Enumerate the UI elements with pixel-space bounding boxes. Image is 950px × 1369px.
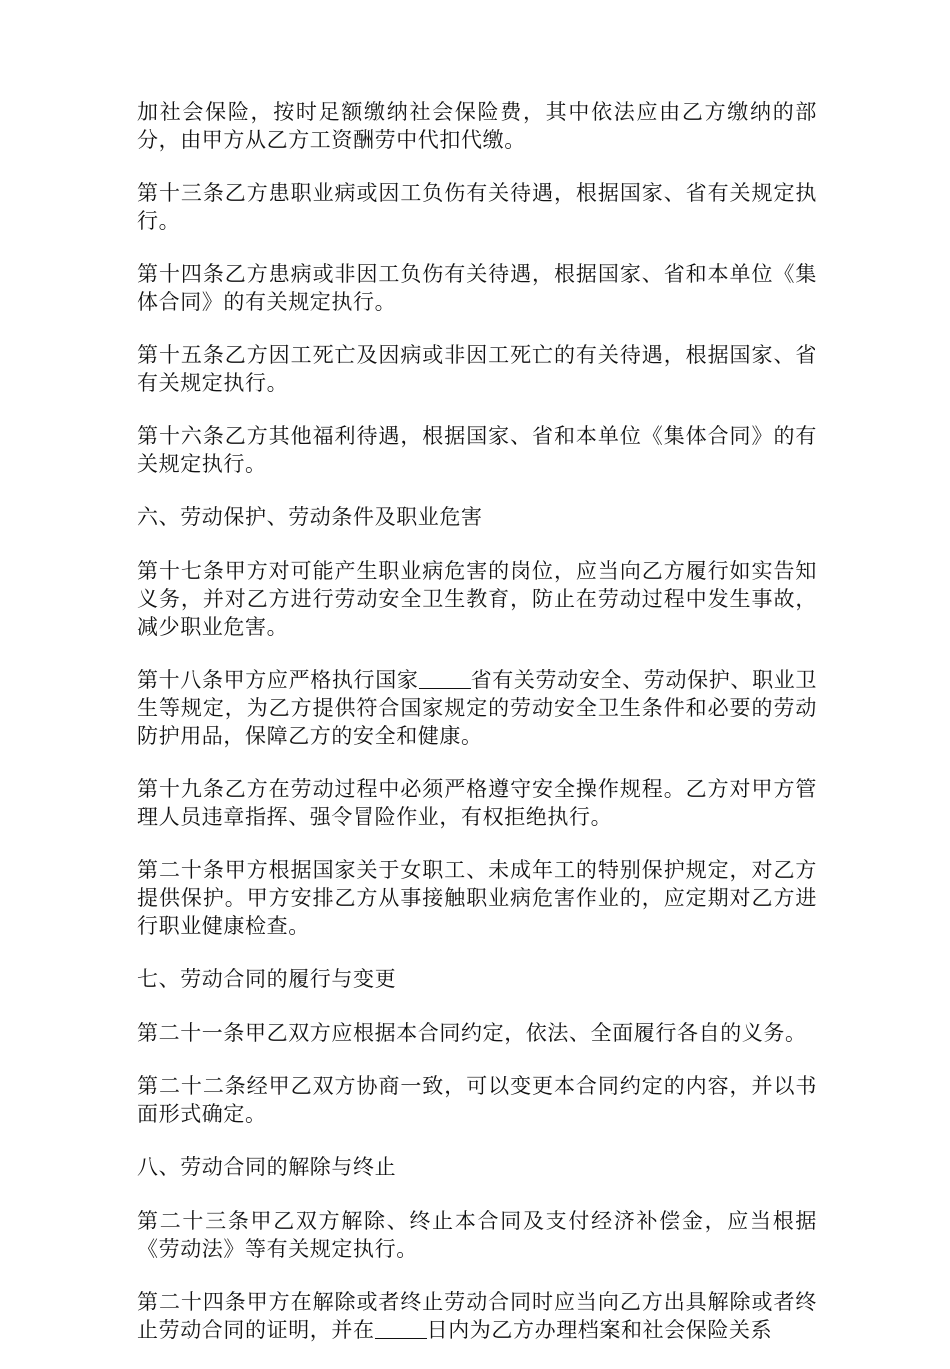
fill-in-blank-province[interactable] xyxy=(419,668,471,689)
paragraph-article-17: 第十七条甲方对可能产生职业病危害的岗位，应当向乙方履行如实告知义务，并对乙方进行劳动安全卫生教育，防止在劳动过程中发生事故，减少职业危害。 xyxy=(137,559,817,639)
paragraph-article-18: 第十八条甲方应严格执行国家 省有关劳动安全、劳动保护、职业卫生等规定，为乙方提供符合国家规定的劳动安全卫生条件和必要的劳动防护用品，保障乙方的安全和健康。 xyxy=(137,668,817,748)
paragraph-article-22: 第二十二条经甲乙双方协商一致，可以变更本合同约定的内容，并以书面形式确定。 xyxy=(137,1074,817,1126)
paragraph-article-13: 第十三条乙方患职业病或因工负伤有关待遇，根据国家、省有关规定执行。 xyxy=(137,181,817,233)
paragraph-article-24: 第二十四条甲方在解除或者终止劳动合同时应当向乙方出具解除或者终止劳动合同的证明，并在 日内为乙方办理档案和社会保险关系 xyxy=(137,1290,817,1342)
paragraph-article-16: 第十六条乙方其他福利待遇，根据国家、省和本单位《集体合同》的有关规定执行。 xyxy=(137,424,817,476)
contract-body xyxy=(137,98,817,1369)
paragraph-social-insurance: 加社会保险，按时足额缴纳社会保险费，其中依法应由乙方缴纳的部分，由甲方从乙方工资酬劳中代扣代缴。 xyxy=(137,100,817,152)
section-heading-8: 八、劳动合同的解除与终止 xyxy=(137,1155,397,1179)
section-heading-6: 六、劳动保护、劳动条件及职业危害 xyxy=(137,505,483,529)
paragraph-article-19: 第十九条乙方在劳动过程中必须严格遵守安全操作规程。乙方对甲方管理人员违章指挥、强令冒险作业，有权拒绝执行。 xyxy=(137,777,817,829)
paragraph-article-21: 第二十一条甲乙双方应根据本合同约定，依法、全面履行各自的义务。 xyxy=(137,1021,807,1045)
paragraph-article-15: 第十五条乙方因工死亡及因病或非因工死亡的有关待遇，根据国家、省有关规定执行。 xyxy=(137,343,817,395)
section-heading-7: 七、劳动合同的履行与变更 xyxy=(137,967,397,991)
paragraph-article-20: 第二十条甲方根据国家关于女职工、未成年工的特别保护规定，对乙方提供保护。甲方安排乙方从事接触职业病危害作业的，应定期对乙方进行职业健康检查。 xyxy=(137,858,817,938)
paragraph-article-14: 第十四条乙方患病或非因工负伤有关待遇，根据国家、省和本单位《集体合同》的有关规定执行。 xyxy=(137,262,817,314)
paragraph-article-23: 第二十三条甲乙双方解除、终止本合同及支付经济补偿金，应当根据《劳动法》等有关规定执行。 xyxy=(137,1209,817,1261)
fill-in-blank-days[interactable] xyxy=(375,1318,427,1339)
